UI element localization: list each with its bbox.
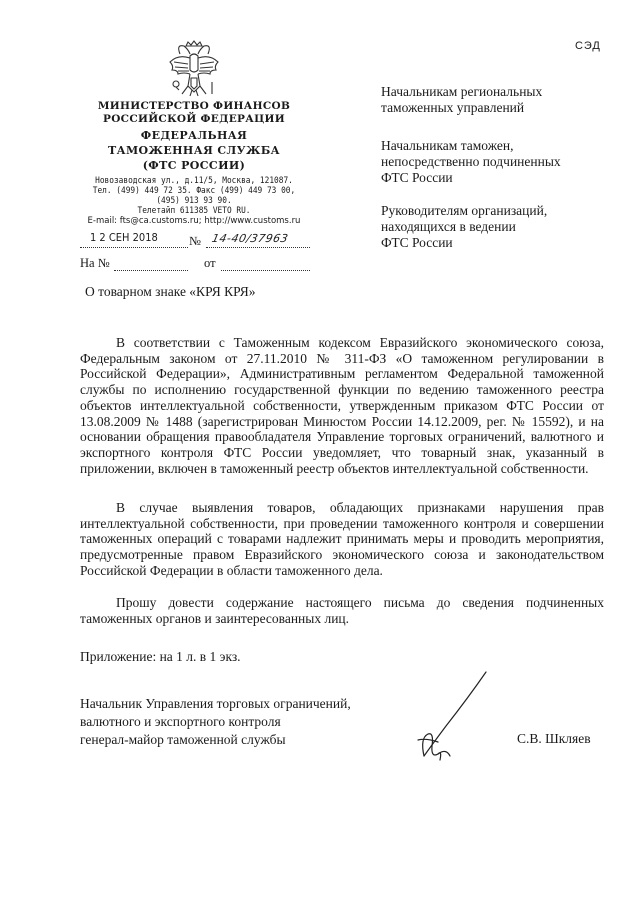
reference-label: На № [80,256,110,270]
contact-teletype: Телетайп 611385 VETO RU. [137,206,251,216]
registration-date: 1 2 СЕН 2018 [90,231,158,244]
date-line [80,247,188,248]
body-paragraph-3: Прошу довести содержание настоящего письма до сведения подчиненных таможенных органов и заинтересованных лиц. [80,595,604,626]
contact-phone-2: (495) 913 93 90. [156,196,232,206]
ministry-line-2: РОССИЙСКОЙ ФЕДЕРАЦИИ [103,113,285,125]
recipient-group-3 [381,203,601,251]
recipient-line: Начальникам таможен, [381,138,514,153]
recipient-line: находящихся в ведении [381,219,516,234]
recipient-line: таможенных управлений [381,100,525,115]
reference-date-line [221,270,310,271]
letter-subject: О товарном знаке «КРЯ КРЯ» [85,284,256,299]
contact-address: Новозаводская ул., д.11/5, Москва, 121087. [95,176,293,186]
contact-email: E-mail: fts@ca.customs.ru; http://www.customs.ru [87,216,301,226]
ministry-line-1: МИНИСТЕРСТВО ФИНАНСОВ [97,100,291,112]
signer-position-line: Начальник Управления торговых ограничений, [80,696,351,711]
service-line-1: ФЕДЕРАЛЬНАЯ [140,129,248,142]
service-line-2: ТАМОЖЕННАЯ СЛУЖБА [108,144,280,157]
recipient-line: Начальникам региональных [381,84,543,99]
body-paragraph-2: В случае выявления товаров, обладающих признаками нарушения прав интеллектуальной собственности, при проведении таможенного контроля и совершении таможенных операций с товарами надлежит принимать меры и проводить мероприятия, предусмотренные правом Евразийского экономического союза и законодательством Российской Федерации в области таможенного дела. [80,500,604,578]
recipient-line: ФТС России [381,170,453,185]
recipient-line: ФТС России [381,235,453,250]
reference-number-line [114,270,188,271]
handwritten-signature [398,668,508,768]
reference-from-label: от [204,256,216,270]
recipient-group-2 [381,138,601,186]
signer-name: С.В. Шкляев [517,731,591,746]
recipient-line: непосредственно подчиненных [381,154,561,169]
signer-position-line: генерал-майор таможенной службы [80,732,286,747]
contact-phone: Тел. (499) 449 72 35. Факс (499) 449 73 00, [92,186,296,196]
number-line [206,247,310,248]
document-code: СЭД [575,40,601,52]
signer-position-line: валютного и экспортного контроля [80,714,281,729]
signer-position [80,695,351,749]
number-sign: № [189,234,201,248]
attachment-note: Приложение: на 1 л. в 1 экз. [80,649,241,664]
service-line-3: (ФТС РОССИИ) [142,159,246,172]
body-paragraph-1: В соответствии с Таможенным кодексом Евразийского экономического союза, Федеральным законом от 27.11.2010 № 311-ФЗ «О таможенном регулировании в Российской Федерации», Административным регламентом Федеральной таможенной службы по исполнению государственной функции по ведению таможенного реестра объектов интеллектуальной собственности, утвержденным приказом ФТС России от 13.08.2009 № 1488 (зарегистрирован Минюстом России 14.12.2009, рег. № 15592), и на основании обращения правообладателя Управление торговых ограничений, валютного и экспортного контроля ФТС России уведомляет, что товарный знак, указанный в приложении, включен в таможенный реестр объектов интеллектуальной собственности. [80,335,604,476]
recipient-line: Руководителям организаций, [381,203,548,218]
recipient-group-1 [381,84,601,116]
registration-number: 14-40/37963 [210,232,290,245]
state-emblem-icon [166,40,222,98]
